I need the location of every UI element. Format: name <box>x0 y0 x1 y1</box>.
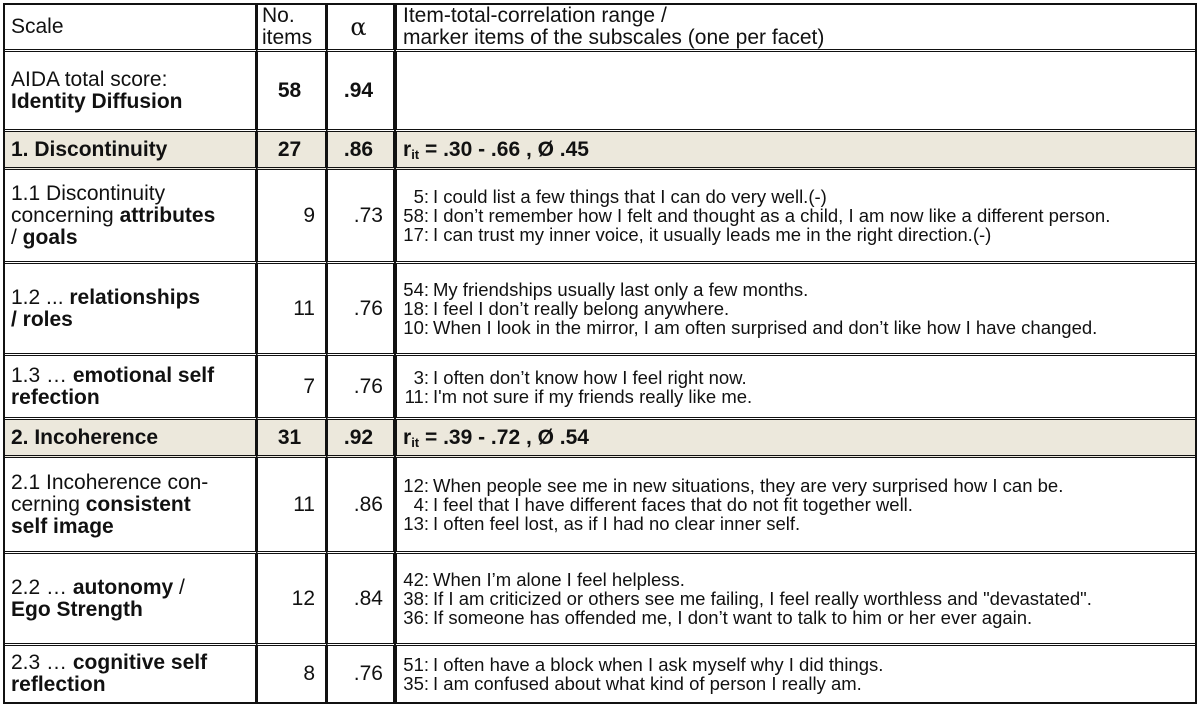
no-items-cell: 31 <box>257 420 327 458</box>
item-number: 11: <box>404 385 429 407</box>
marker-item <box>401 674 1189 693</box>
header-desc-line2: marker items of the subscales (one per facet) <box>403 26 825 49</box>
marker-item <box>401 368 1189 387</box>
scale-label-bold: cognitive self reflection <box>11 651 208 696</box>
marker-item <box>401 608 1189 627</box>
alpha-cell: .76 <box>327 264 395 356</box>
alpha-cell: .76 <box>327 646 395 702</box>
scale-label-bold: autonomy <box>72 575 174 599</box>
scale-cell <box>5 264 257 356</box>
marker-item <box>401 655 1189 674</box>
marker-items-cell <box>395 646 1195 702</box>
scale-label: / <box>179 575 185 599</box>
no-items-cell: 7 <box>257 356 327 420</box>
scale-label: 1.2 ... <box>11 285 70 309</box>
rit-range: = .30 - .66 , Ø .45 <box>419 137 589 161</box>
scale-label: 1.3 … <box>11 363 73 387</box>
marker-items-cell <box>395 132 1195 170</box>
marker-items-cell <box>395 356 1195 420</box>
item-text: I feel I don’t really belong anywhere. <box>433 298 730 319</box>
item-number: 3: <box>413 366 429 388</box>
item-number: 58: <box>403 205 429 226</box>
item-number: 51: <box>403 654 429 675</box>
marker-items-cell <box>395 458 1195 554</box>
scale-label-bold: Ego Strength <box>11 597 143 621</box>
item-text: I often have a block when I ask myself why I did things. <box>433 654 884 675</box>
item-number: 5: <box>413 186 429 207</box>
scale-label-bold: attributes <box>119 203 216 227</box>
scale-cell <box>5 646 257 702</box>
no-items-cell: 11 <box>257 458 327 554</box>
item-text: I often don’t know how I feel right now. <box>433 366 747 388</box>
item-number: 10: <box>403 317 429 338</box>
scale-label: 2.2 … <box>11 575 73 599</box>
marker-item <box>401 318 1189 337</box>
item-text: I'm not sure if my friends really like me. <box>433 385 753 407</box>
item-text: I feel that I have different faces that do not fit together well. <box>433 494 913 515</box>
marker-items-cell <box>395 554 1195 646</box>
item-text: When I look in the mirror, I am often surprised and don’t like how I have changed. <box>433 317 1098 338</box>
marker-item <box>401 225 1189 244</box>
item-text: If I am criticized or others see me failing, I feel really worthless and "devastated". <box>433 588 1092 609</box>
marker-item <box>401 514 1189 533</box>
rit-symbol: r <box>403 425 412 449</box>
marker-item <box>401 476 1189 495</box>
marker-item <box>401 495 1189 514</box>
scale-label-bold: emotional self refection <box>11 363 215 409</box>
scale-label-bold: goals <box>22 225 78 249</box>
header-no-items: No. items <box>257 5 327 52</box>
item-text: I could list a few things that I can do very well.(-) <box>433 186 827 207</box>
item-number: 54: <box>403 279 429 300</box>
scale-label-bold: Identity Diffusion <box>11 89 183 113</box>
item-number: 17: <box>403 224 429 245</box>
scale-label: 1.1 Discontinuity concerning <box>11 181 166 227</box>
item-number: 36: <box>403 607 429 628</box>
rit-symbol: r <box>403 137 412 161</box>
table-row <box>5 132 1195 170</box>
scale-cell <box>5 554 257 646</box>
alpha-cell: .73 <box>327 170 395 264</box>
table-row <box>5 264 1195 356</box>
marker-items-cell <box>395 52 1195 132</box>
item-number: 35: <box>403 673 429 694</box>
scale-cell <box>5 132 257 170</box>
scale-label-bold: consistent self image <box>11 492 191 538</box>
scale-cell <box>5 420 257 458</box>
no-items-cell: 8 <box>257 646 327 702</box>
item-text: I don’t remember how I felt and thought as a child, I am now like a different person. <box>433 205 1111 226</box>
scale-label: 2.3 … <box>11 651 73 674</box>
header-scale: Scale <box>5 5 257 52</box>
scale-label: / <box>11 225 17 249</box>
item-text: I can trust my inner voice, it usually leads me in the right direction.(-) <box>433 224 992 245</box>
header-alpha: α <box>327 5 395 52</box>
scale-label-bold: 1. Discontinuity <box>11 137 168 161</box>
no-items-cell: 58 <box>257 52 327 132</box>
table-row <box>5 646 1195 702</box>
table-row <box>5 554 1195 646</box>
alpha-cell: .76 <box>327 356 395 420</box>
item-text: When people see me in new situations, they are very surprised how I can be. <box>433 475 1064 496</box>
marker-item <box>401 299 1189 318</box>
item-text: I am confused about what kind of person I really am. <box>433 673 862 694</box>
alpha-cell: .86 <box>327 132 395 170</box>
item-number: 4: <box>413 494 429 515</box>
scale-cell <box>5 356 257 420</box>
no-items-cell: 11 <box>257 264 327 356</box>
alpha-cell: .92 <box>327 420 395 458</box>
no-items-cell: 27 <box>257 132 327 170</box>
rit-range: = .39 - .72 , Ø .54 <box>419 425 589 449</box>
alpha-cell: .94 <box>327 52 395 132</box>
alpha-cell: .84 <box>327 554 395 646</box>
item-text: I often feel lost, as if I had no clear inner self. <box>433 513 801 534</box>
header-row <box>5 5 1195 52</box>
no-items-cell: 12 <box>257 554 327 646</box>
table-row <box>5 356 1195 420</box>
marker-item <box>401 589 1189 608</box>
no-items-cell: 9 <box>257 170 327 264</box>
scale-label: 2.1 Incoherence con- cerning <box>11 470 209 516</box>
scale-label-bold: 2. Incoherence <box>11 425 159 449</box>
table-row <box>5 420 1195 458</box>
rit-subscript: it <box>411 146 420 162</box>
table-row <box>5 458 1195 554</box>
rit-subscript: it <box>411 434 420 450</box>
scale-label-bold: relationships / roles <box>11 285 201 331</box>
marker-item <box>401 206 1189 225</box>
marker-items-cell <box>395 170 1195 264</box>
marker-item <box>401 280 1189 299</box>
scale-cell <box>5 170 257 264</box>
marker-item <box>401 570 1189 589</box>
table-row <box>5 52 1195 132</box>
table-row <box>5 170 1195 264</box>
header-desc-line1: Item-total-correlation range / <box>403 4 667 27</box>
item-text: My friendships usually last only a few months. <box>433 279 809 300</box>
scale-label: AIDA total score: <box>11 67 168 91</box>
scale-statistics-table <box>3 3 1197 704</box>
marker-item <box>401 187 1189 206</box>
item-text: If someone has offended me, I don’t want to talk to him or her ever again. <box>433 607 1033 628</box>
item-number: 18: <box>403 298 429 319</box>
marker-items-cell <box>395 420 1195 458</box>
item-number: 42: <box>403 569 429 590</box>
scale-cell <box>5 458 257 554</box>
scale-cell <box>5 52 257 132</box>
item-number: 13: <box>403 513 429 534</box>
item-text: When I’m alone I feel helpless. <box>433 569 685 590</box>
marker-item <box>401 387 1189 406</box>
item-number: 38: <box>403 588 429 609</box>
alpha-cell: .86 <box>327 458 395 554</box>
item-number: 12: <box>403 475 429 496</box>
marker-items-cell <box>395 264 1195 356</box>
